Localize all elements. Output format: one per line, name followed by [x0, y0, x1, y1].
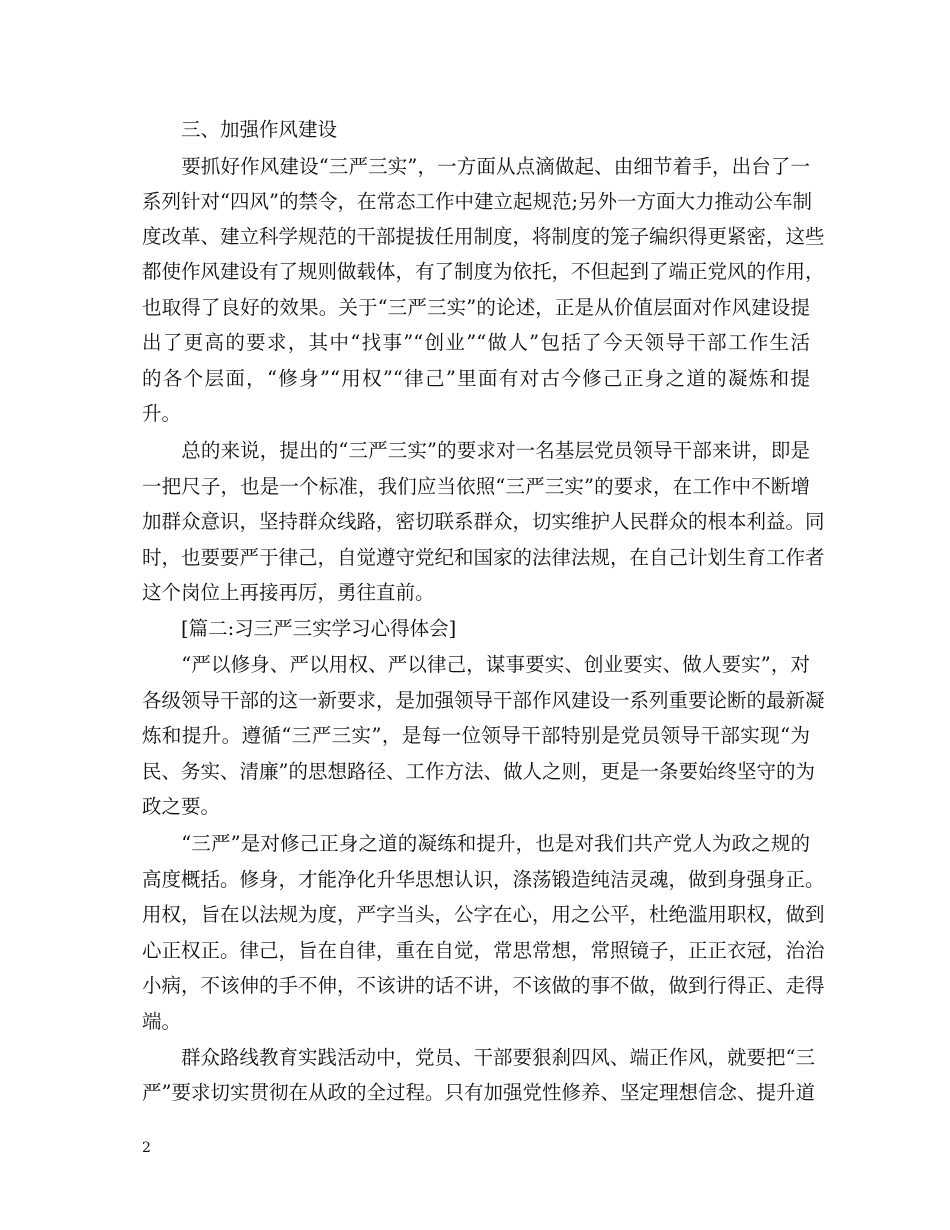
- paragraph-line: 也取得了良好的效果。关于“三严三实”的论述，正是从价值层面对作风建设提: [142, 296, 810, 319]
- paragraph-line: 高度概括。修身，才能净化升华思想认识，涤荡锻造纯洁灵魂，做到身强身正。: [142, 868, 825, 891]
- paragraph-line: 炼和提升。遵循“三严三实”，是每一位领导干部特别是党员领导干部实现“为: [142, 724, 810, 747]
- paragraph-line: 一把尺子，也是一个标准，我们应当依照“三严三实”的要求，在工作中不断增: [142, 475, 810, 498]
- section-heading: 三、加强作风建设: [142, 118, 338, 141]
- paragraph-line: 小病，不该伸的手不伸，不该讲的话不讲，不该做的事不做，做到行得正、走得: [142, 974, 825, 997]
- paragraph-line: 加群众意识，坚持群众线路，密切联系群众，切实维护人民群众的根本利益。同: [142, 510, 825, 533]
- paragraph-line: 严”要求切实贯彻在从政的全过程。只有加强党性修养、坚定理想信念、提升道: [142, 1081, 815, 1104]
- paragraph-line: 升。: [142, 402, 182, 425]
- paragraph-line: 时，也要要严于律己，自觉遵守党纪和国家的法律法规，在自己计划生育工作者: [142, 546, 825, 569]
- paragraph-line: 群众路线教育实践活动中，党员、干部要狠刹四风、端正作风，就要把“三: [142, 1046, 815, 1069]
- paragraph-line: 系列针对“四风”的禁令，在常态工作中建立起规范;另外一方面大力推动公车制: [142, 190, 813, 213]
- page-number: 2: [142, 1140, 151, 1156]
- paragraph-line: 的各个层面，“修身”“用权”“律己”里面有对古今修己正身之道的凝炼和提: [142, 367, 810, 390]
- paragraph-line: 政之要。: [142, 795, 221, 818]
- paragraph-line: 出了更高的要求，其中“找事”“创业”“做人”包括了今天领导干部工作生活: [142, 331, 810, 354]
- paragraph-line: 端。: [142, 1010, 182, 1033]
- paragraph-line: 这个岗位上再接再厉，勇往直前。: [142, 581, 435, 604]
- paragraph-line: 度改革、建立科学规范的干部提拔任用制度，将制度的笼子编织得更紧密，这些: [142, 225, 825, 248]
- paragraph-line: 各级领导干部的这一新要求，是加强领导干部作风建设一系列重要论断的最新凝: [142, 689, 825, 712]
- article-heading: [篇二:习三严三实学习心得体会]: [142, 617, 457, 640]
- paragraph-line: 心正权正。律己，旨在自律，重在自觉，常思常想，常照镜子，正正衣冠，治治: [142, 939, 825, 962]
- paragraph-line: 总的来说，提出的“三严三实”的要求对一名基层党员领导干部来讲，即是: [142, 439, 810, 462]
- paragraph-line: 用权，旨在以法规为度，严字当头，公字在心，用之公平，杜绝滥用职权，做到: [142, 903, 825, 926]
- paragraph-line: 民、务实、清廉”的思想路径、工作方法、做人之则，更是一条要始终坚守的为: [142, 760, 815, 783]
- paragraph-line: 要抓好作风建设“三严三实”，一方面从点滴做起、由细节着手，出台了一: [142, 155, 810, 178]
- paragraph-line: 都使作风建设有了规则做载体，有了制度为依托，不但起到了端正党风的作用，: [142, 260, 825, 283]
- paragraph-line: “三严”是对修己正身之道的凝练和提升，也是对我们共产党人为政之规的: [142, 832, 810, 855]
- paragraph-line: “严以修身、严以用权、严以律己，谋事要实、创业要实、做人要实”，对: [142, 653, 810, 676]
